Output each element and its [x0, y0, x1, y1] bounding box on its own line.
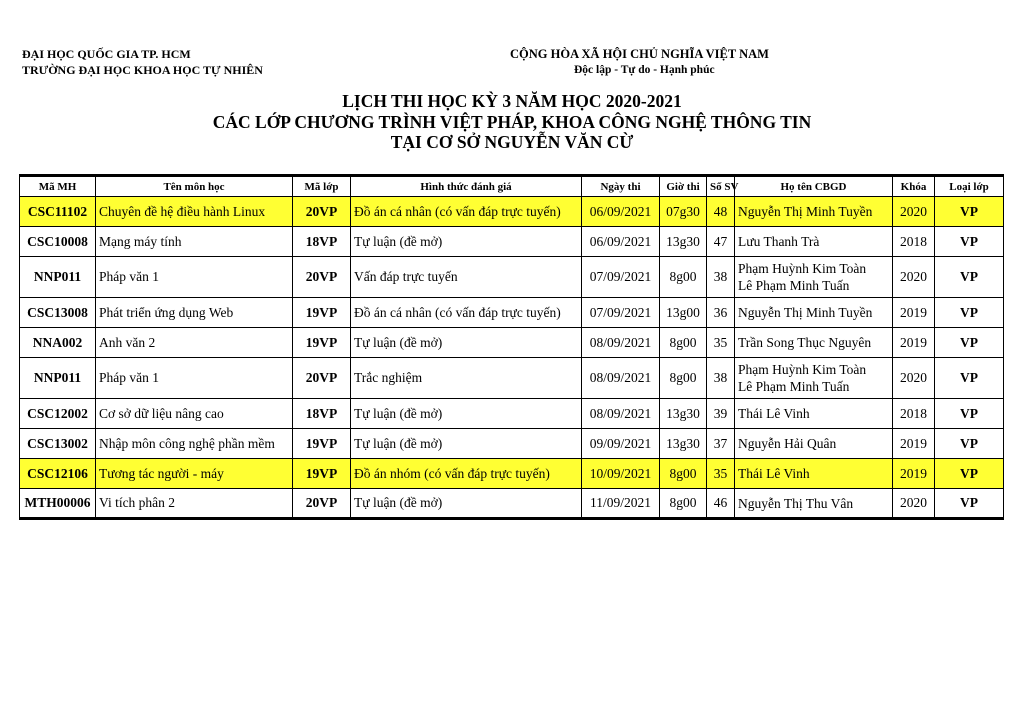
table-row — [20, 227, 1004, 257]
course-name-cell: Cơ sở dữ liệu nâng cao — [96, 399, 293, 429]
exam-schedule-table — [19, 174, 1004, 520]
course-name-cell: Pháp văn 1 — [96, 257, 293, 298]
lecturer-name: Lê Phạm Minh Tuấn — [738, 379, 850, 394]
student-count-cell: 46 — [707, 489, 735, 519]
class-code-cell: 19VP — [293, 459, 351, 489]
class-code-cell: 19VP — [293, 328, 351, 358]
class-type-cell: VP — [935, 227, 1004, 257]
student-count-cell: 35 — [707, 459, 735, 489]
lecturer-name: Thái Lê Vinh — [738, 466, 810, 481]
course-code-cell: NNP011 — [20, 257, 96, 298]
student-count-cell: 47 — [707, 227, 735, 257]
class-code-cell: 18VP — [293, 227, 351, 257]
exam-time-cell: 8g00 — [660, 257, 707, 298]
col-header-cohort: Khóa — [893, 176, 935, 197]
cohort-year-cell: 2020 — [893, 489, 935, 519]
course-name-cell: Pháp văn 1 — [96, 358, 293, 399]
exam-time-cell: 8g00 — [660, 328, 707, 358]
class-code-cell: 19VP — [293, 429, 351, 459]
col-header-lecturer: Họ tên CBGD — [735, 176, 893, 197]
table-row — [20, 459, 1004, 489]
table-row — [20, 298, 1004, 328]
col-header-class-code: Mã lớp — [293, 176, 351, 197]
university-header — [22, 46, 263, 78]
exam-date-cell: 08/09/2021 — [582, 358, 660, 399]
class-type-cell: VP — [935, 489, 1004, 519]
exam-date-cell: 08/09/2021 — [582, 399, 660, 429]
assessment-form-cell: Đồ án cá nhân (có vấn đáp trực tuyến) — [351, 197, 582, 227]
table-row — [20, 489, 1004, 519]
lecturer-name: Lưu Thanh Trà — [738, 234, 820, 249]
table-row — [20, 328, 1004, 358]
cohort-year-cell: 2020 — [893, 197, 935, 227]
exam-date-cell: 06/09/2021 — [582, 197, 660, 227]
assessment-form-cell: Tự luận (đề mở) — [351, 227, 582, 257]
lecturer-name: Thái Lê Vinh — [738, 406, 810, 421]
assessment-form-cell: Tự luận (đề mở) — [351, 399, 582, 429]
class-type-cell: VP — [935, 399, 1004, 429]
document-title — [0, 91, 1024, 153]
exam-time-cell: 13g30 — [660, 399, 707, 429]
exam-date-cell: 10/09/2021 — [582, 459, 660, 489]
course-code-cell: CSC13002 — [20, 429, 96, 459]
assessment-form-cell: Tự luận (đề mở) — [351, 328, 582, 358]
col-header-course-name: Tên môn học — [96, 176, 293, 197]
exam-time-cell: 8g00 — [660, 459, 707, 489]
lecturer-name-cell — [735, 459, 893, 489]
course-name-cell: Tương tác người - máy — [96, 459, 293, 489]
assessment-form-cell: Trắc nghiệm — [351, 358, 582, 399]
course-name-cell: Phát triển ứng dụng Web — [96, 298, 293, 328]
table-row — [20, 429, 1004, 459]
course-code-cell: CSC13008 — [20, 298, 96, 328]
col-header-exam-time: Giờ thi — [660, 176, 707, 197]
cohort-year-cell: 2020 — [893, 257, 935, 298]
exam-time-cell: 8g00 — [660, 358, 707, 399]
student-count-cell: 35 — [707, 328, 735, 358]
lecturer-name-cell — [735, 358, 893, 399]
student-count-cell: 38 — [707, 257, 735, 298]
col-header-student-count: Số SV — [707, 176, 735, 197]
table-row — [20, 399, 1004, 429]
class-code-cell: 18VP — [293, 399, 351, 429]
national-motto-header — [510, 46, 769, 78]
course-code-cell: NNP011 — [20, 358, 96, 399]
cohort-year-cell: 2019 — [893, 459, 935, 489]
assessment-form-cell: Tự luận (đề mở) — [351, 429, 582, 459]
col-header-class-type: Loại lớp — [935, 176, 1004, 197]
lecturer-name-cell — [735, 257, 893, 298]
course-name-cell: Nhập môn công nghệ phần mềm — [96, 429, 293, 459]
lecturer-name-cell — [735, 227, 893, 257]
col-header-course-code: Mã MH — [20, 176, 96, 197]
class-code-cell: 19VP — [293, 298, 351, 328]
class-code-cell: 20VP — [293, 257, 351, 298]
class-type-cell: VP — [935, 358, 1004, 399]
exam-date-cell: 07/09/2021 — [582, 257, 660, 298]
exam-date-cell: 11/09/2021 — [582, 489, 660, 519]
course-code-cell: CSC12106 — [20, 459, 96, 489]
course-name-cell: Vi tích phân 2 — [96, 489, 293, 519]
lecturer-name-cell — [735, 328, 893, 358]
table-row — [20, 257, 1004, 298]
lecturer-name: Phạm Huỳnh Kim Toàn — [738, 261, 867, 276]
lecturer-name-cell — [735, 489, 893, 519]
class-type-cell: VP — [935, 459, 1004, 489]
table-row — [20, 358, 1004, 399]
lecturer-name-cell — [735, 429, 893, 459]
course-code-cell: MTH00006 — [20, 489, 96, 519]
exam-time-cell: 8g00 — [660, 489, 707, 519]
exam-time-cell: 13g30 — [660, 429, 707, 459]
cohort-year-cell: 2018 — [893, 227, 935, 257]
lecturer-name-cell — [735, 399, 893, 429]
student-count-cell: 48 — [707, 197, 735, 227]
cohort-year-cell: 2020 — [893, 358, 935, 399]
title-line-3: TẠI CƠ SỞ NGUYỄN VĂN CỪ — [390, 132, 634, 152]
exam-date-cell: 09/09/2021 — [582, 429, 660, 459]
lecturer-name: Nguyễn Thị Thu Vân — [738, 495, 854, 511]
class-type-cell: VP — [935, 298, 1004, 328]
course-name-cell: Chuyên đề hệ điều hành Linux — [96, 197, 293, 227]
exam-time-cell: 13g00 — [660, 298, 707, 328]
assessment-form-cell: Đồ án nhóm (có vấn đáp trực tuyến) — [351, 459, 582, 489]
table-row — [20, 197, 1004, 227]
student-count-cell: 38 — [707, 358, 735, 399]
course-code-cell: CSC10008 — [20, 227, 96, 257]
class-type-cell: VP — [935, 257, 1004, 298]
lecturer-name: Phạm Huỳnh Kim Toàn — [738, 362, 867, 377]
course-name-cell: Anh văn 2 — [96, 328, 293, 358]
table-header-row — [20, 176, 1004, 197]
course-code-cell: CSC12002 — [20, 399, 96, 429]
title-line-1: LỊCH THI HỌC KỲ 3 NĂM HỌC 2020-2021 — [342, 91, 682, 111]
col-header-exam-date: Ngày thi — [582, 176, 660, 197]
class-type-cell: VP — [935, 197, 1004, 227]
lecturer-name: Nguyễn Thị Minh Tuyền — [738, 305, 873, 320]
assessment-form-cell: Đồ án cá nhân (có vấn đáp trực tuyến) — [351, 298, 582, 328]
country-name: CỘNG HÒA XÃ HỘI CHỦ NGHĨA VIỆT NAM — [510, 47, 769, 61]
lecturer-name: Lê Phạm Minh Tuấn — [738, 278, 850, 293]
exam-time-cell: 13g30 — [660, 227, 707, 257]
class-code-cell: 20VP — [293, 489, 351, 519]
exam-time-cell: 07g30 — [660, 197, 707, 227]
lecturer-name-cell — [735, 197, 893, 227]
title-line-2: CÁC LỚP CHƯƠNG TRÌNH VIỆT PHÁP, KHOA CÔNG NGHỆ THÔNG TIN — [212, 111, 812, 132]
assessment-form-cell: Vấn đáp trực tuyến — [351, 257, 582, 298]
cohort-year-cell: 2019 — [893, 429, 935, 459]
assessment-form-cell: Tự luận (đề mở) — [351, 489, 582, 519]
student-count-cell: 36 — [707, 298, 735, 328]
university-name: ĐẠI HỌC QUỐC GIA TP. HCM — [22, 47, 191, 61]
cohort-year-cell: 2018 — [893, 399, 935, 429]
class-code-cell: 20VP — [293, 197, 351, 227]
student-count-cell: 37 — [707, 429, 735, 459]
course-code-cell: CSC11102 — [20, 197, 96, 227]
lecturer-name: Trần Song Thục Nguyên — [738, 335, 872, 350]
cohort-year-cell: 2019 — [893, 298, 935, 328]
faculty-school-name: TRƯỜNG ĐẠI HỌC KHOA HỌC TỰ NHIÊN — [22, 63, 263, 77]
lecturer-name: Nguyễn Thị Minh Tuyền — [738, 204, 873, 219]
exam-date-cell: 06/09/2021 — [582, 227, 660, 257]
class-type-cell: VP — [935, 429, 1004, 459]
class-code-cell: 20VP — [293, 358, 351, 399]
student-count-cell: 39 — [707, 399, 735, 429]
class-type-cell: VP — [935, 328, 1004, 358]
course-name-cell: Mạng máy tính — [96, 227, 293, 257]
col-header-assessment-form: Hình thức đánh giá — [351, 176, 582, 197]
course-code-cell: NNA002 — [20, 328, 96, 358]
national-motto: Độc lập - Tự do - Hạnh phúc — [574, 64, 715, 76]
lecturer-name-cell — [735, 298, 893, 328]
cohort-year-cell: 2019 — [893, 328, 935, 358]
exam-date-cell: 07/09/2021 — [582, 298, 660, 328]
exam-date-cell: 08/09/2021 — [582, 328, 660, 358]
lecturer-name: Nguyễn Hải Quân — [738, 436, 837, 451]
